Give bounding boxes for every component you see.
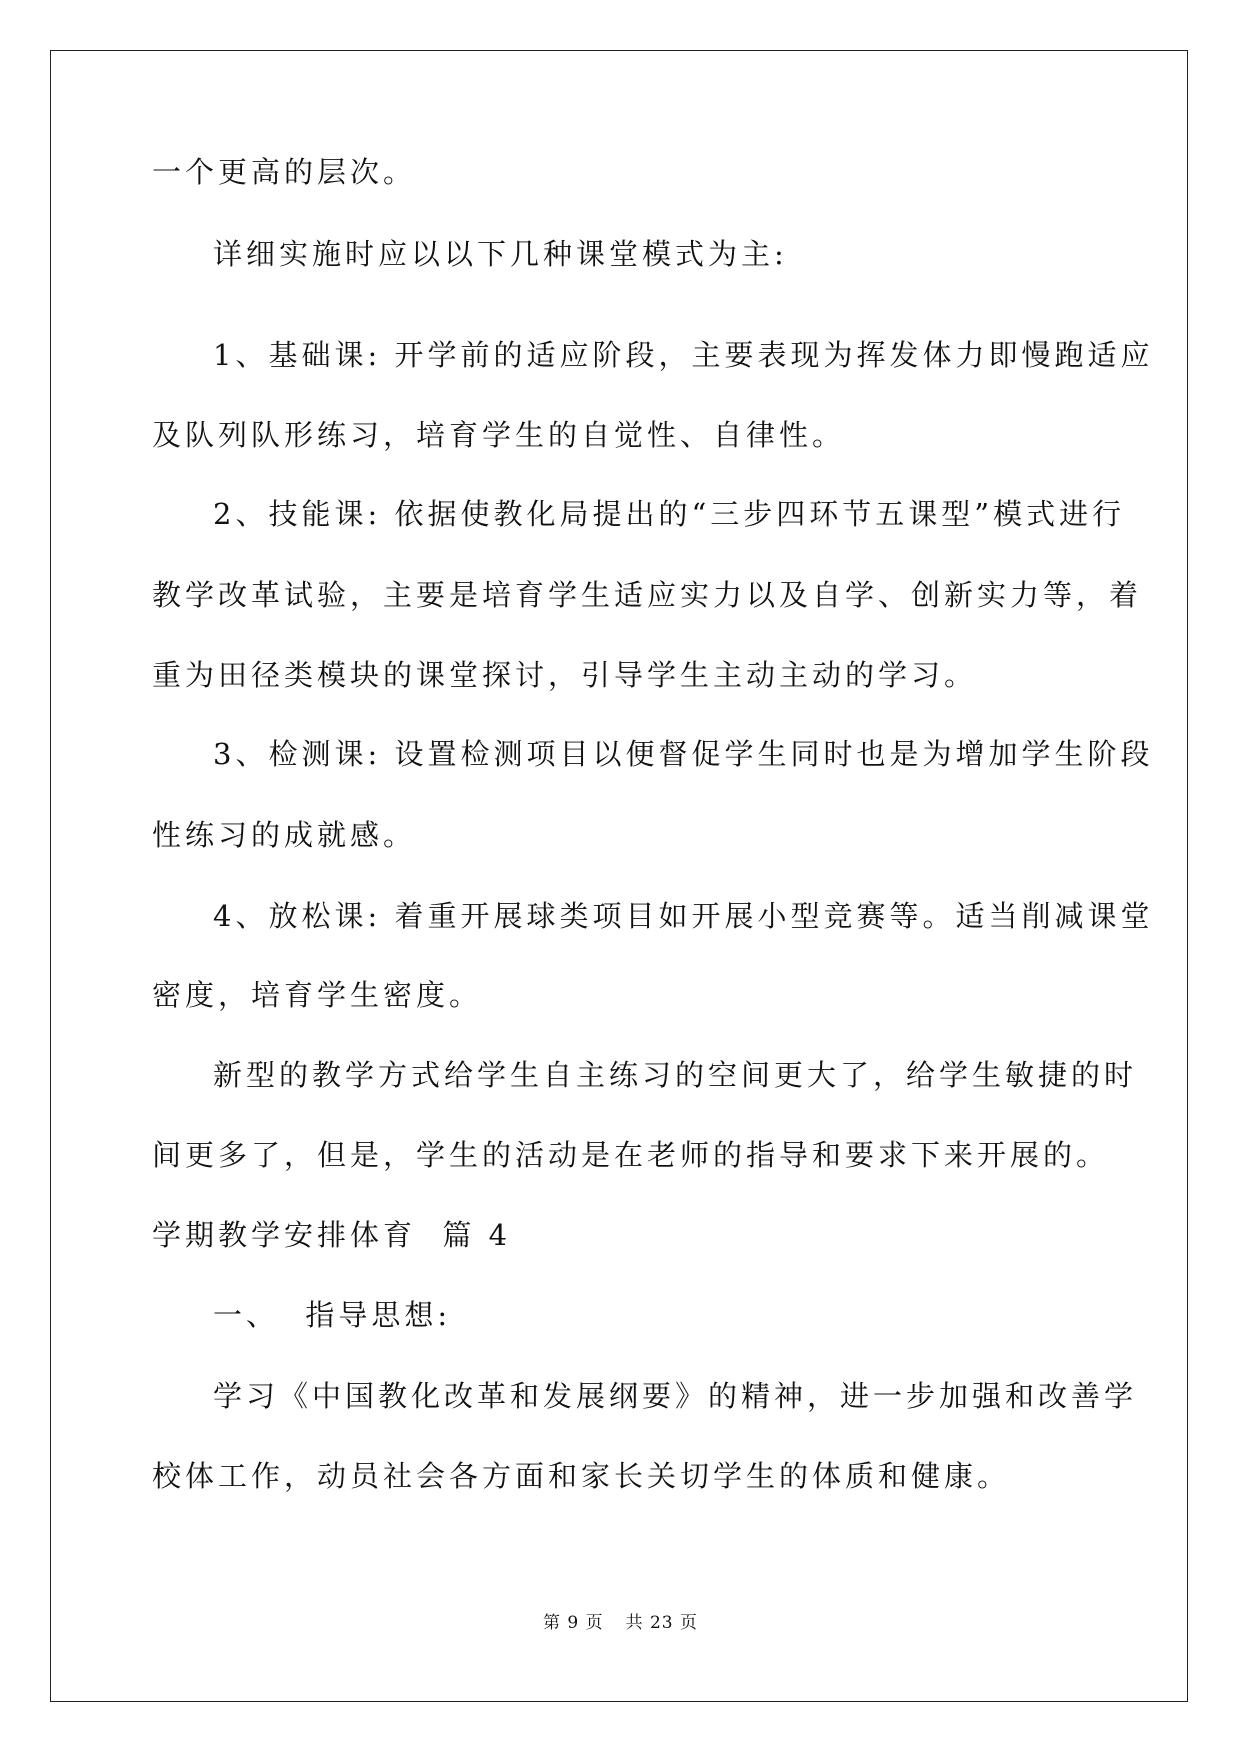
page-total: 共 23 页 bbox=[625, 1613, 699, 1633]
text-line-15: 一、 指导思想: bbox=[213, 1298, 452, 1332]
page-border bbox=[50, 50, 1188, 1702]
text-line-10: 4、放松课: 着重开展球类项目如开展小型竞赛等。适当削减课堂 bbox=[213, 899, 1154, 933]
page-footer bbox=[0, 1615, 1241, 1632]
text-line-7: 重为田径类模块的课堂探讨，引导学生主动主动的学习。 bbox=[152, 658, 978, 692]
text-line-12: 新型的教学方式给学生自主练习的空间更大了，给学生敏捷的时 bbox=[213, 1058, 1138, 1092]
text-line-2: 详细实施时应以以下几种课堂模式为主: bbox=[213, 237, 788, 271]
text-line-11: 密度，培育学生密度。 bbox=[152, 978, 483, 1012]
text-line-3: 1、基础课: 开学前的适应阶段，主要表现为挥发体力即慢跑适应 bbox=[213, 338, 1154, 372]
text-line-8: 3、检测课: 设置检测项目以便督促学生同时也是为增加学生阶段 bbox=[213, 737, 1154, 771]
text-line-17: 校体工作，动员社会各方面和家长关切学生的体质和健康。 bbox=[152, 1459, 1011, 1493]
section-heading: 学期教学安排体育 篇 4 bbox=[152, 1218, 512, 1252]
page-number: 第 9 页 bbox=[542, 1613, 604, 1633]
text-line-4: 及队列队形练习，培育学生的自觉性、自律性。 bbox=[152, 418, 846, 452]
text-line-5: 2、技能课: 依据使教化局提出的“三步四环节五课型”模式进行 bbox=[213, 497, 1126, 531]
text-line-13: 间更多了，但是，学生的活动是在老师的指导和要求下来开展的。 bbox=[152, 1138, 1110, 1172]
text-line-9: 性练习的成就感。 bbox=[152, 818, 417, 852]
text-line-16: 学习《中国教化改革和发展纲要》的精神，进一步加强和改善学 bbox=[213, 1379, 1138, 1413]
text-line-6: 教学改革试验，主要是培育学生适应实力以及自学、创新实力等，着 bbox=[152, 578, 1143, 612]
text-line-1: 一个更高的层次。 bbox=[152, 155, 417, 189]
